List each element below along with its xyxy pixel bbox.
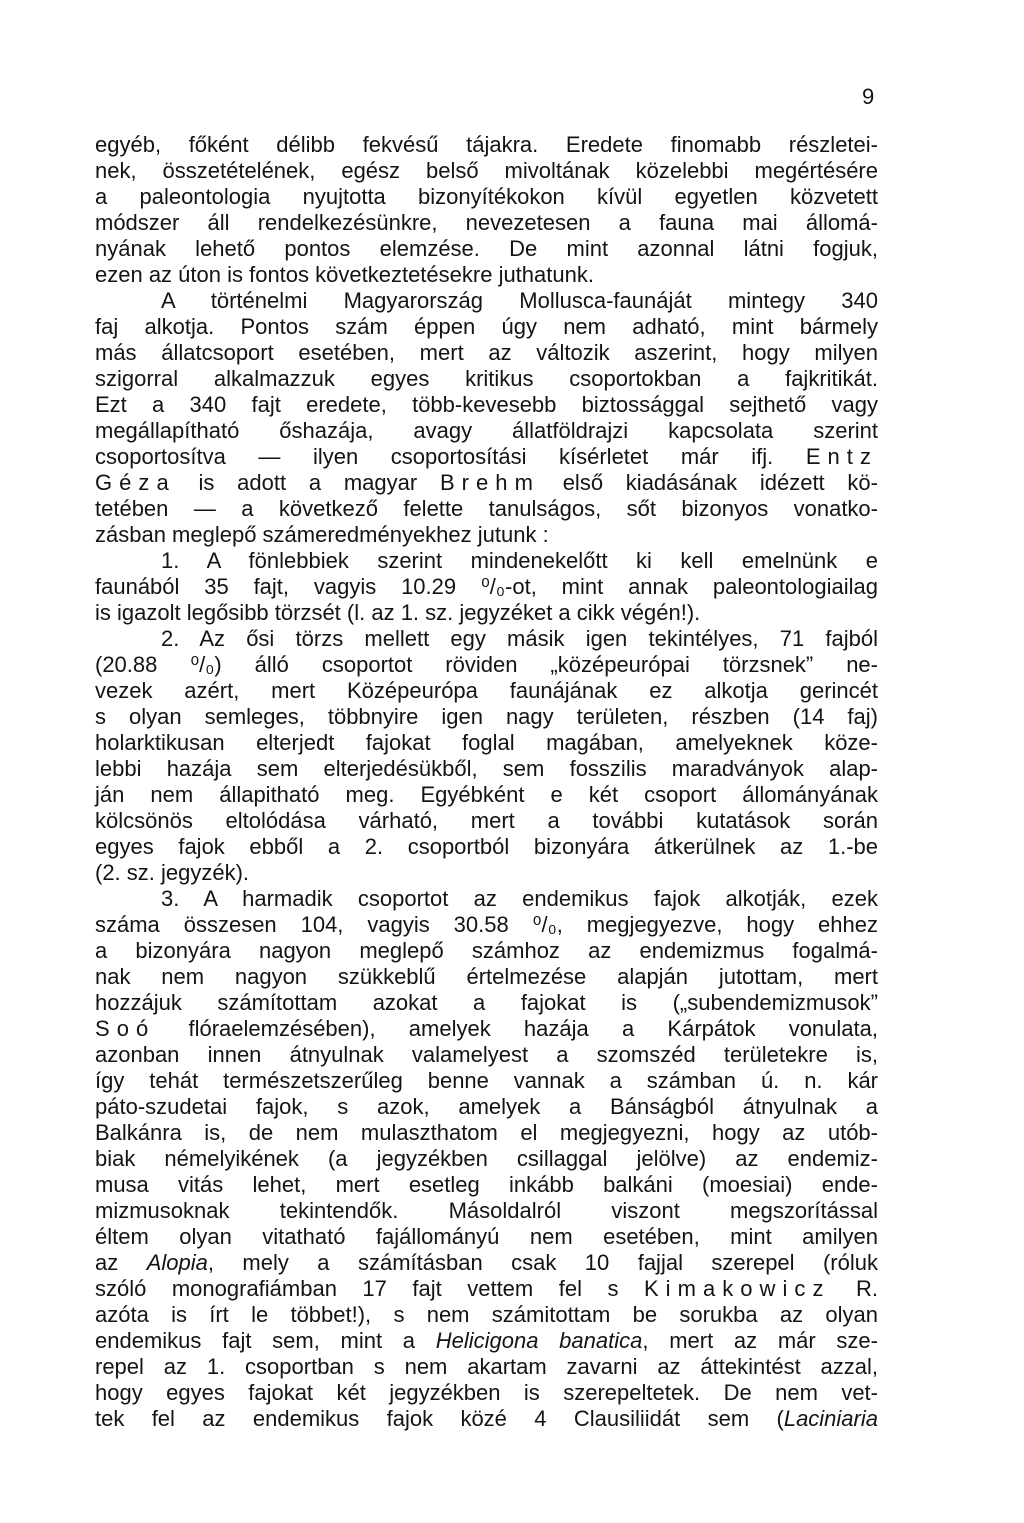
text-line: A történelmi Magyarország Mollusca-faunáját mintegy 340 xyxy=(161,288,878,313)
text-line: szigorral alkalmazzuk egyes kritikus csoportokban a fajkritikát. xyxy=(95,366,878,391)
text-line: azóta is írt le többet!), s nem számitottam be sorukba az olyan xyxy=(95,1302,878,1327)
paragraph xyxy=(95,626,878,886)
text-line: faj alkotja. Pontos szám éppen úgy nem adható, mint bármely xyxy=(95,314,878,339)
text-segment: első kiadásának idézett kö- xyxy=(539,470,878,495)
text-line: musa vitás lehet, mert esetleg inkább balkáni (moesiai) ende- xyxy=(95,1172,878,1197)
page-number: 9 xyxy=(862,84,875,109)
text-line: azonban innen átnyulnak valamelyest a szomszéd területekre is, xyxy=(95,1042,878,1067)
text-line: mizmusoknak tekintendők. Másoldalról viszont megszorítással xyxy=(95,1198,878,1223)
text-line: tetében — a következő felette tanulságos, sőt bizonyos vonatko- xyxy=(95,496,878,521)
text-line xyxy=(95,1016,878,1042)
text-line: (20.88 ⁰/₀) álló csoportot röviden „középeurópai törzsnek” ne- xyxy=(95,652,878,677)
text-segment: szóló monografiámban 17 fajt vettem fel s xyxy=(95,1276,644,1301)
text-line: 2. Az ősi törzs mellett egy másik igen tekintélyes, 71 fajból xyxy=(161,626,878,651)
text-line: megállapítható őshazája, avagy állatföldrajzi kapcsolata szerint xyxy=(95,418,878,443)
text-segment: , mely a számításban csak 10 fajjal szerepel (róluk xyxy=(207,1250,878,1275)
text-line: módszer áll rendelkezésünkre, nevezetesen a fauna mai állomá- xyxy=(95,210,878,235)
text-segment: , mert az már sze- xyxy=(642,1328,878,1353)
text-line: nek, összetételének, egész belső mivoltának közelebbi megértésére xyxy=(95,158,878,183)
text-segment: endemikus fajt sem, mint a xyxy=(95,1328,436,1353)
author-name: Brehm xyxy=(439,470,540,495)
text-line: ján nem állapitható meg. Egyébként e két csoport állományának xyxy=(95,782,878,807)
text-line: hogy egyes fajokat két jegyzékben is szerepeltetek. De nem vet- xyxy=(95,1380,878,1405)
text-line: így tehát természetszerűleg benne vannak a számban ú. n. kár xyxy=(95,1068,878,1093)
paragraph xyxy=(95,288,878,548)
text-line: 1. A fönlebbiek szerint mindenekelőtt ki kell emelnünk e xyxy=(161,548,878,573)
text-line: más állatcsoport esetében, mert az változik aszerint, hogy milyen xyxy=(95,340,878,365)
author-name: Géza xyxy=(95,470,176,495)
text-line: száma összesen 104, vagyis 30.58 ⁰/₀, megjegyezve, hogy ehhez xyxy=(95,912,878,937)
text-segment: R. xyxy=(830,1276,878,1301)
text-line: 3. A harmadik csoportot az endemikus fajok alkotják, ezek xyxy=(161,886,878,911)
body-text xyxy=(95,132,878,1432)
text-line: a paleontologia nyujtotta bizonyítékokon kívül egyetlen közvetett xyxy=(95,184,878,209)
text-line: a bizonyára nagyon meglepő számhoz az endemizmus fogalmá- xyxy=(95,938,878,963)
text-line: nyának lehető pontos elemzése. De mint azonnal látni fogjuk, xyxy=(95,236,878,261)
taxon-name: Laciniaria xyxy=(783,1406,878,1431)
text-line: éltem olyan vitatható fajállományú nem esetében, mint amilyen xyxy=(95,1224,878,1249)
text-line: lebbi hazája sem elterjedésükből, sem fosszilis maradványok alap- xyxy=(95,756,878,781)
text-line: ezen az úton is fontos következtetésekre juthatunk. xyxy=(95,262,594,287)
text-line xyxy=(95,1328,878,1354)
text-line: Balkánra is, de nem mulaszthatom el megjegyezni, hogy az utób- xyxy=(95,1120,878,1145)
text-line: nak nem nagyon szükkeblű értelmezése alapján jutottam, mert xyxy=(95,964,878,989)
author-name: Entz xyxy=(805,444,878,469)
text-line: vezek azért, mert Középeurópa faunájának ez alkotja gerincét xyxy=(95,678,878,703)
text-line: hozzájuk számítottam azokat a fajokat is („subendemizmusok” xyxy=(95,990,878,1015)
paragraph xyxy=(95,132,878,288)
text-line: egyéb, főként délibb fekvésű tájakra. Eredete finomabb részletei- xyxy=(95,132,878,157)
text-line: holarktikusan elterjedt fajokat foglal magában, amelyeknek köze- xyxy=(95,730,878,755)
text-line xyxy=(95,470,878,496)
paragraph xyxy=(95,886,878,1432)
text-line: s olyan semleges, többnyire igen nagy területen, részben (14 faj) xyxy=(95,704,878,729)
text-line: is igazolt legősibb törzsét (l. az 1. sz. jegyzéket a cikk végén!). xyxy=(95,600,701,625)
text-segment: is adott a magyar xyxy=(175,470,440,495)
text-segment: tek fel az endemikus fajok közé 4 Clausiliidát sem ( xyxy=(95,1406,784,1431)
text-line: kölcsönös eltolódása várható, mert a további kutatások során xyxy=(95,808,878,833)
text-line: repel az 1. csoportban s nem akartam zavarni az áttekintést azzal, xyxy=(95,1354,878,1379)
text-line xyxy=(95,444,878,470)
text-line: Ezt a 340 fajt eredete, több-kevesebb biztossággal sejthető vagy xyxy=(95,392,878,417)
taxon-name: Alopia xyxy=(146,1250,208,1275)
text-segment: az xyxy=(95,1250,147,1275)
text-line xyxy=(95,1276,878,1302)
text-line: (2. sz. jegyzék). xyxy=(95,860,250,885)
taxon-name: Helicigona banatica xyxy=(435,1328,643,1353)
author-name: Kimakowicz xyxy=(643,1276,831,1301)
author-name: Soó xyxy=(95,1016,156,1041)
text-line: páto-szudetai fajok, s azok, amelyek a Bánságból átnyulnak a xyxy=(95,1094,878,1119)
text-line: biak némelyikének (a jegyzékben csillaggal jelölve) az endemiz- xyxy=(95,1146,878,1171)
text-line: faunából 35 fajt, vagyis 10.29 ⁰/₀-ot, mint annak paleontologiailag xyxy=(95,574,878,599)
text-line: zásban meglepő számeredményekhez jutunk : xyxy=(95,522,549,547)
paragraph xyxy=(95,548,878,626)
text-line: egyes fajok ebből a 2. csoportból bizonyára átkerülnek az 1.-be xyxy=(95,834,878,859)
text-line xyxy=(95,1406,878,1432)
text-segment: flóraelemzésében), amelyek hazája a Kárpátok vonulata, xyxy=(155,1016,878,1041)
text-segment: csoportosítva — ilyen csoportosítási kísérletet már ifj. xyxy=(95,444,806,469)
text-line xyxy=(95,1250,878,1276)
